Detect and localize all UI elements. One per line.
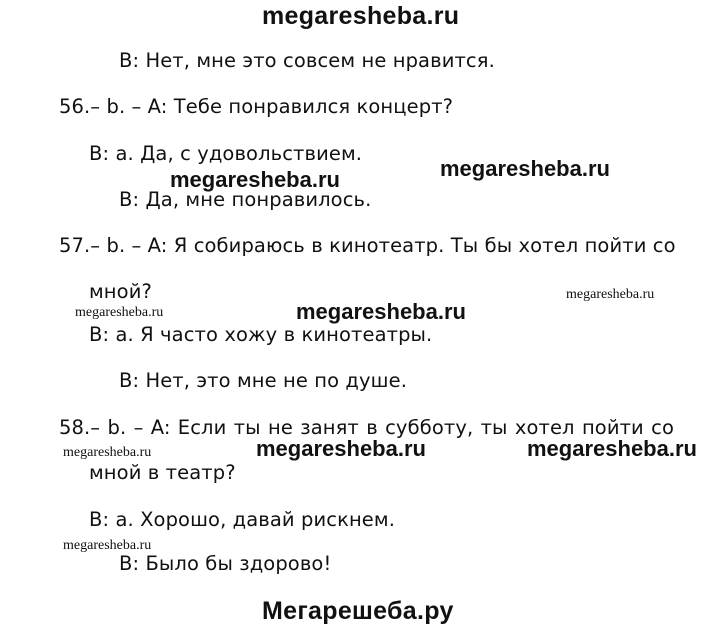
question-58: 58.– b. – A: Если ты не занят в субботу, ты хотел пойти со bbox=[59, 416, 674, 439]
watermark: megaresheba.ru bbox=[566, 287, 655, 302]
watermark: megaresheba.ru bbox=[75, 305, 164, 320]
footer-brand: Мегарешеба.ру bbox=[262, 597, 454, 625]
question-57: 57.– b. – A: Я собираюсь в кинотеатр. Ты бы хотел пойти со bbox=[59, 234, 676, 257]
watermark: megaresheba.ru bbox=[256, 436, 426, 461]
watermark: megaresheba.ru bbox=[296, 299, 466, 324]
answer-line: B: a. Я часто хожу в кинотеатры. bbox=[89, 323, 433, 346]
answer-line: B: Было бы здорово! bbox=[119, 552, 332, 575]
question-56: 56.– b. – A: Тебе понравился концерт? bbox=[59, 95, 454, 118]
watermark: megaresheba.ru bbox=[170, 167, 340, 192]
watermark: megaresheba.ru bbox=[63, 445, 152, 460]
watermark: megaresheba.ru bbox=[63, 538, 152, 553]
answer-line: B: a. Хорошо, давай рискнем. bbox=[89, 508, 396, 531]
answer-line: B: a. Да, с удовольствием. bbox=[89, 142, 363, 165]
answer-line: B: Нет, это мне не по душе. bbox=[119, 369, 407, 392]
question-58-continuation: мной в театр? bbox=[89, 461, 236, 484]
watermark: megaresheba.ru bbox=[440, 156, 610, 181]
answer-line: B: Да, мне понравилось. bbox=[119, 188, 372, 211]
header-watermark: megaresheba.ru bbox=[262, 2, 460, 30]
answer-line: B: Нет, мне это совсем не нравится. bbox=[119, 49, 495, 72]
watermark: megaresheba.ru bbox=[527, 436, 697, 461]
question-57-continuation: мной? bbox=[89, 280, 152, 303]
